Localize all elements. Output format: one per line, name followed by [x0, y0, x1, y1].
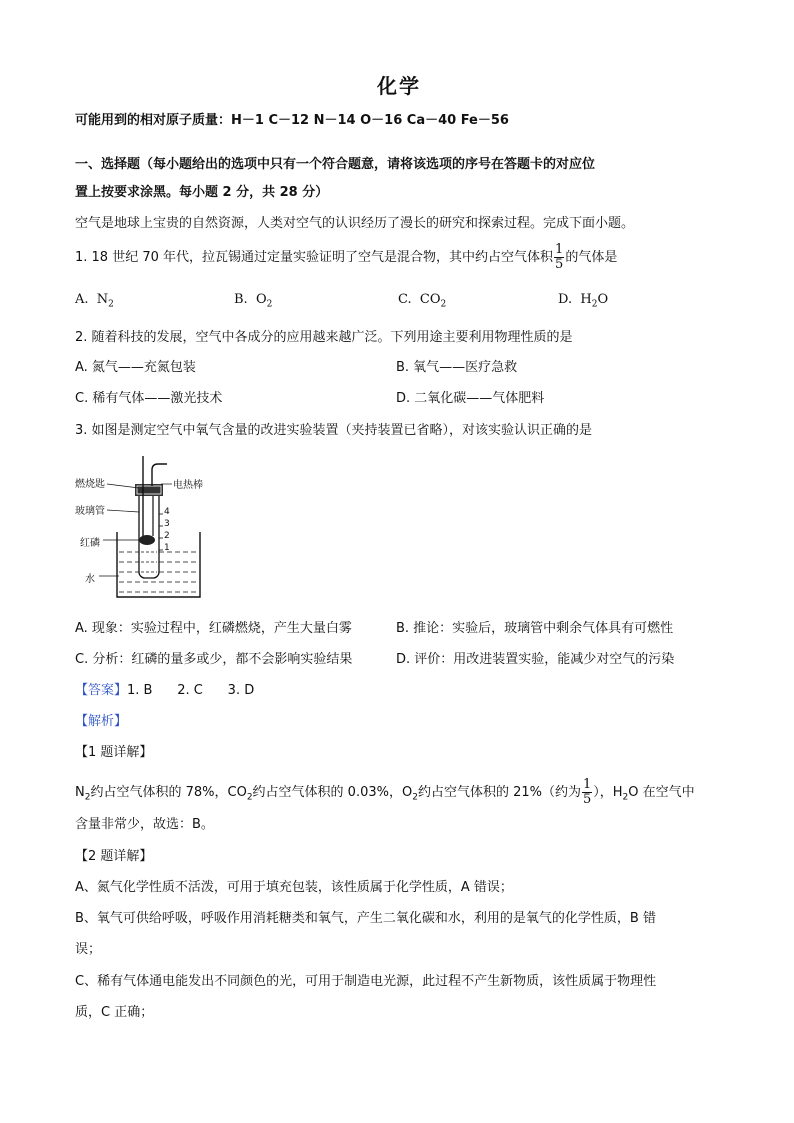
option-subscript: 2	[440, 299, 447, 310]
option-formula: O	[255, 292, 267, 307]
q1-stem-post: 的气体是	[565, 250, 618, 265]
q1-option-d[interactable]	[558, 291, 608, 314]
question-intro: 空气是地球上宝贵的自然资源，人类对空气的认识经历了漫长的研究和探索过程。完成下面小题。	[75, 216, 635, 231]
q1-stem-pre: 1. 18 世纪 70 年代，拉瓦锡通过定量实验证明了空气是混合物，其中约占空气体积	[75, 250, 554, 265]
option-formula: CO	[419, 292, 441, 307]
option-formula: H	[580, 292, 592, 307]
frac-den: 5	[582, 792, 592, 807]
frac-num: 1	[582, 777, 592, 792]
q1-detail-line2: 含量非常少，故选：B。	[75, 817, 214, 832]
q1-option-c[interactable]	[398, 291, 446, 314]
q2-detail-heading: 【2 题详解】	[75, 849, 153, 864]
analysis-label: 【解析】	[75, 714, 128, 729]
answer-values: 1. B 2. C 3. D	[127, 683, 255, 698]
answer-label: 【答案】	[75, 683, 128, 698]
option-subscript: 2	[591, 299, 598, 310]
label-phosphorus: 红磷	[80, 538, 100, 549]
text-d: ），H	[593, 785, 623, 800]
label-heater: 电热棒	[173, 480, 203, 491]
q1-frac-num: 1	[555, 242, 564, 257]
option-label: C.	[398, 292, 412, 307]
option-label: D.	[558, 292, 573, 307]
analysis-fraction	[582, 778, 592, 807]
q1-option-a[interactable]	[75, 291, 114, 314]
q2-detail-line4: C、稀有气体通电能发出不同颜色的光，可用于制造电光源，此过程不产生新物质，该性质属于物理性	[75, 974, 657, 989]
q2-detail-line5: 质，C 正确；	[75, 1005, 154, 1020]
q2-option-d[interactable]: D. 二氧化碳——气体肥料	[396, 391, 545, 406]
q2-option-a[interactable]: A. 氮气——充氮包装	[75, 360, 196, 375]
option-subscript: 2	[266, 299, 273, 310]
q2-detail-line1: A、氮气化学性质不活泼，可用于填充包装，该性质属于化学性质，A 错误；	[75, 880, 513, 895]
q1-frac-den: 5	[555, 257, 564, 272]
text-b: 约占空气体积的 0.03%，O	[252, 785, 413, 800]
text-a: 约占空气体积的 78%，CO	[90, 785, 247, 800]
atomic-masses-text: 可能用到的相对原子质量：H－1 C－12 N－14 O－16 Ca－40 Fe－56	[75, 113, 509, 128]
phosphorus	[139, 535, 155, 545]
atomic-masses	[75, 112, 509, 130]
q3-option-b[interactable]: B. 推论：实验后，玻璃管中剩余气体具有可燃性	[396, 621, 674, 636]
q3-option-a[interactable]: A. 现象：实验过程中，红磷燃烧，产生大量白雾	[75, 621, 352, 636]
sub-2: 2	[84, 792, 91, 803]
option-subscript: 2	[108, 299, 114, 310]
q2-detail-line3: 误；	[75, 942, 102, 957]
tube-mark-2: 2	[164, 531, 170, 541]
tube-mark-1: 1	[164, 543, 170, 553]
q2-stem: 2. 随着科技的发展，空气中各成分的应用越来越广泛。下列用途主要利用物理性质的是	[75, 330, 573, 345]
tube-mark-4: 4	[164, 507, 170, 517]
q3-option-c[interactable]: C. 分析：红磷的量多或少，都不会影响实验结果	[75, 652, 353, 667]
glass-tube	[139, 490, 159, 578]
sub-2: 2	[246, 792, 253, 803]
q1-detail-line1	[75, 778, 695, 807]
option-label: B.	[234, 292, 248, 307]
option-formula-tail: O	[597, 292, 609, 307]
q2-option-c[interactable]: C. 稀有气体——激光技术	[75, 391, 223, 406]
q3-stem: 3. 如图是测定空气中氧气含量的改进实验装置（夹持装置已省略），对该实验认识正确的是	[75, 423, 593, 438]
section-heading-line1: 一、选择题（每小题给出的选项中只有一个符合题意，请将该选项的序号在答题卡的对应位	[75, 157, 596, 172]
sub-2: 2	[412, 792, 418, 803]
q1-stem	[75, 243, 617, 272]
answer-line	[75, 682, 254, 700]
q1-option-b[interactable]	[234, 291, 272, 314]
sub-2: 2	[622, 792, 629, 803]
section-heading-line2: 置上按要求涂黑。每小题 2 分，共 28 分）	[75, 185, 329, 200]
text-n: N	[75, 785, 85, 800]
page-title: 化学	[377, 74, 421, 98]
q1-detail-heading: 【1 题详解】	[75, 745, 153, 760]
tube-mark-3: 3	[164, 519, 170, 529]
q2-detail-line2: B、氧气可供给呼吸，呼吸作用消耗糖类和氧气，产生二氧化碳和水，利用的是氧气的化学性质，B 错	[75, 911, 656, 926]
label-tube: 玻璃管	[75, 506, 105, 517]
text-e: O 在空气中	[628, 785, 695, 800]
text-c: 约占空气体积的 21%（约为	[417, 785, 581, 800]
label-water: 水	[85, 574, 95, 585]
q2-option-b[interactable]: B. 氧气——医疗急救	[396, 360, 518, 375]
heater-rod	[152, 464, 167, 486]
option-formula: N	[96, 292, 109, 307]
label-spoon: 燃烧匙	[75, 479, 105, 490]
option-label: A.	[75, 292, 89, 307]
q1-fraction	[554, 243, 564, 272]
q3-option-d[interactable]: D. 评价：用改进装置实验，能减少对空气的污染	[396, 652, 675, 667]
